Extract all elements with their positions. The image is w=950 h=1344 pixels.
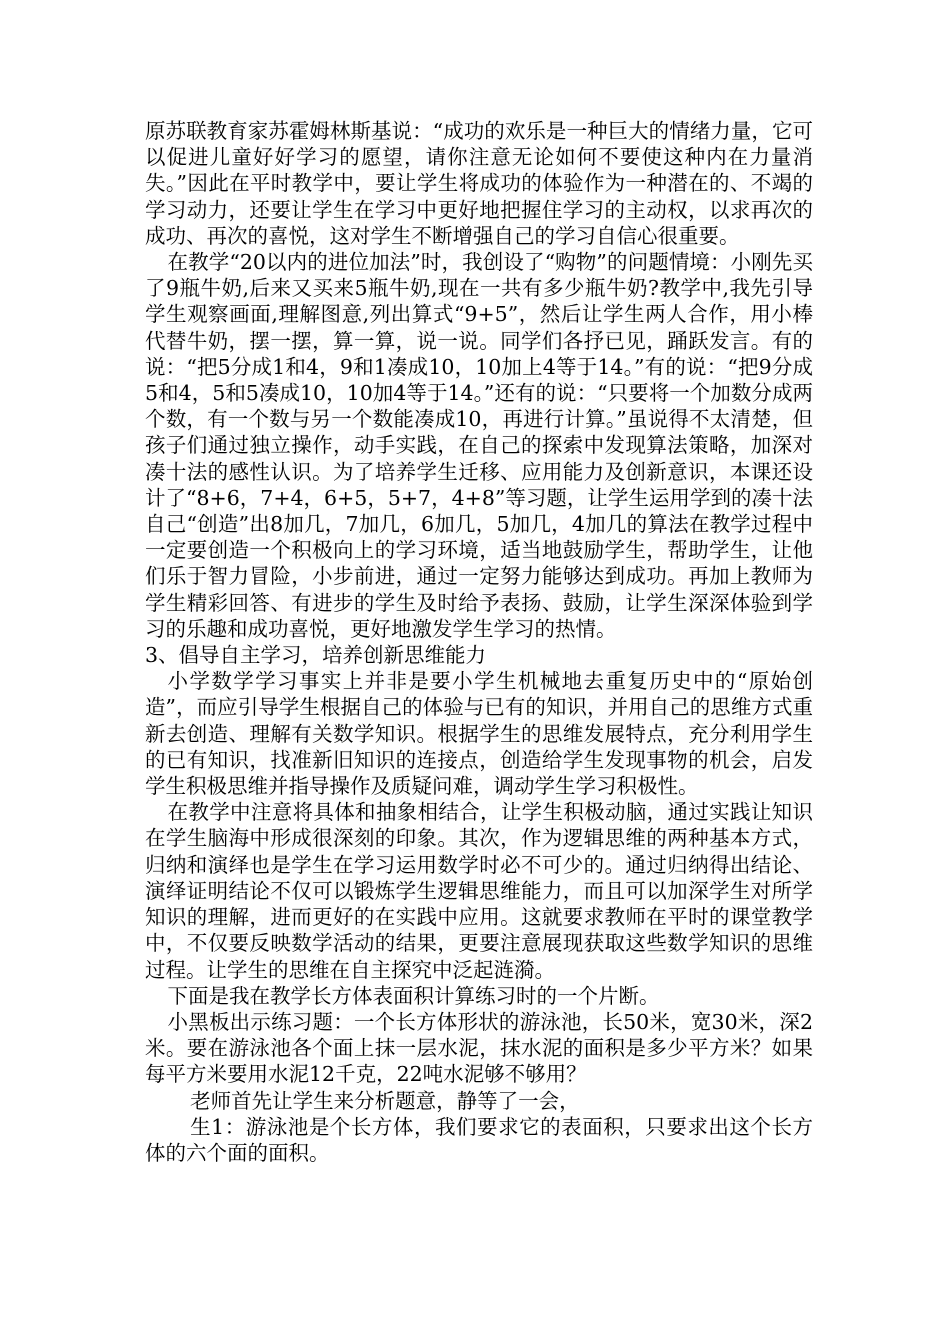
paragraph-fragment-intro: 下面是我在教学长方体表面积计算练习时的一个片断。 (167, 983, 660, 1008)
document-page (145, 118, 813, 1166)
paragraph-teacher: 老师首先让学生来分析题意，静等了一会， (190, 1088, 580, 1113)
paragraph-quote: 原苏联教育家苏霍姆林斯基说：“成功的欢乐是一种巨大的情绪力量，它可以促进儿童好好学习的愿望，请你注意无论如何不要使这种内在力量消失。”因此在平时教学中，要让学生将成功的体验作为一种潜在的、不竭的学习动力，还要让学生在学习中更好地把握住学习的主动权，以求再次的成功、再次的喜悦，这对学生不断增强自己的学习自信心很重要。 (145, 119, 813, 248)
paragraph-student-1: 生1：游泳池是个长方体，我们要求它的表面积，只要求出这个长方体的六个面的面积。 (145, 1114, 813, 1165)
paragraph-autonomous-learning: 小学数学学习事实上并非是要小学生机械地去重复历史中的“原始创造”，而应引导学生根据自己的体验与已有的知识，并用自己的思维方式重新去创造、理解有关数学知识。根据学生的思维发展特点，充分利用学生的已有知识，找准新旧知识的连接点，创造给学生发现事物的机会，启发学生积极思维并指导操作及质疑问难，调动学生学习积极性。 (145, 669, 813, 799)
paragraph-example-addition: 在教学“20以内的进位加法”时，我创设了“购物”的问题情境：小刚先买了9瓶牛奶,后来又买来5瓶牛奶,现在一共有多少瓶牛奶?教学中,我先引导学生观察画面,理解图意,列出算式“9+5”，然后让学生两人合作，用小棒代替牛奶，摆一摆，算一算，说一说。同学们各抒已见，踊跃发言。有的说：“把5分成1和4，9和1凑成10，10加上4等于14。”有的说：“把9分成5和4，5和5凑成10，10加4等于14。”还有的说：“只要将一个加数分成两个数，有一个数与另一个数能凑成10，再进行计算。”虽说得不太清楚，但孩子们通过独立操作，动手实践，在自己的探索中发现算法策略，加深对凑十法的感性认识。为了培养学生迁移、应用能力及创新意识，本课还设计了“8+6，7+4，6+5，5+7，4+8”等习题，让学生运用学到的凑十法自己“创造”出8加几，7加几，6加几，5加几，4加几的算法在教学过程中一定要创造一个积极向上的学习环境，适当地鼓励学生，帮助学生，让他们乐于智力冒险，小步前进，通过一定努力能够达到成功。再加上教师为学生精彩回答、有进步的学生及时给予表扬、鼓励，让学生深深体验到学习的乐趣和成功喜悦，更好地激发学生学习的热情。 (145, 250, 813, 641)
section-heading: 3、倡导自主学习，培养创新思维能力 (145, 643, 487, 668)
paragraph-exercise: 小黑板出示练习题：一个长方体形状的游泳池，长50米，宽30米，深2米。要在游泳池各个面上抹一层水泥，抹水泥的面积是多少平方米？如果每平方米要用水泥12千克，22吨水泥够不够用？ (145, 1009, 813, 1087)
paragraph-concrete-abstract: 在教学中注意将具体和抽象相结合，让学生积极动脑，通过实践让知识在学生脑海中形成很深刻的印象。其次，作为逻辑思维的两种基本方式，归纳和演绎也是学生在学习运用数学时必不可少的。通过归纳得出结论、演绎证明结论不仅可以锻炼学生逻辑思维能力，而且可以加深学生对所学知识的理解，进而更好的在实践中应用。这就要求教师在平时的课堂教学中，不仅要反映数学活动的结果，更要注意展现获取这些数学知识的思维过程。让学生的思维在自主探究中泛起涟漪。 (145, 800, 813, 982)
